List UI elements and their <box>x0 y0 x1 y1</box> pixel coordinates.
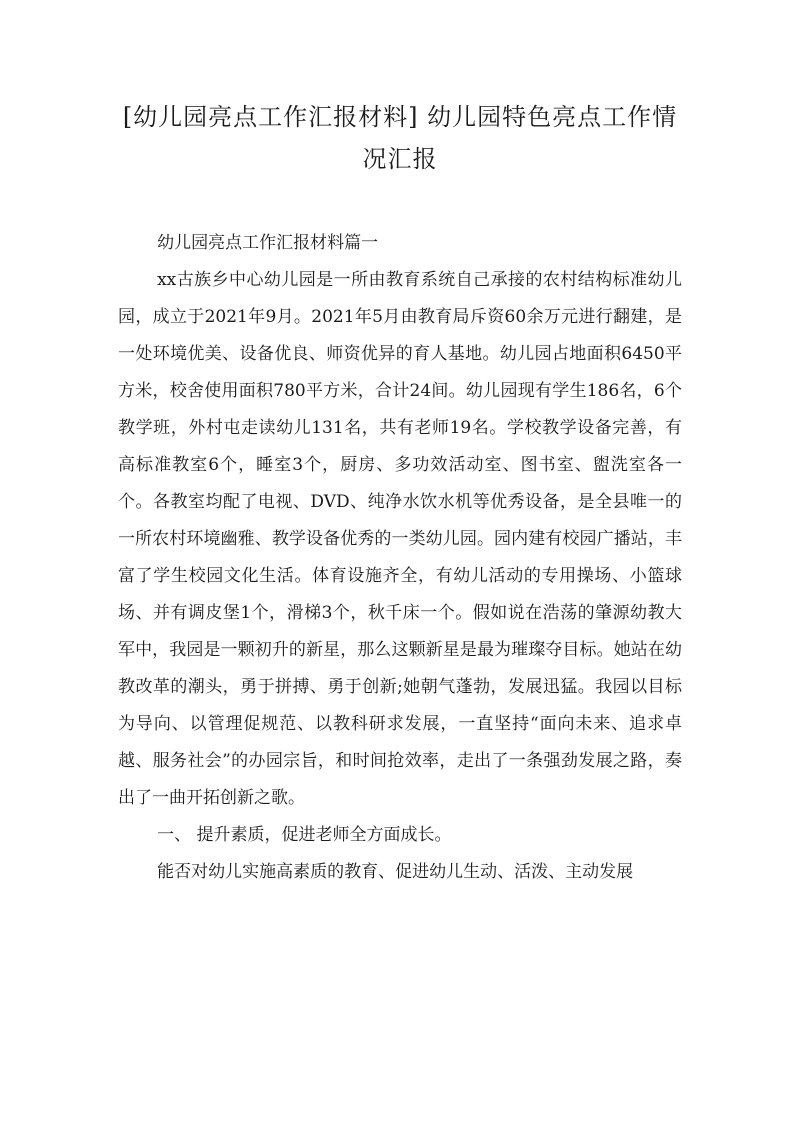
paragraph-second: 能否对幼儿实施高素质的教育、促进幼儿生动、活泼、主动发展 <box>157 862 634 882</box>
title-line-2: 况汇报 <box>362 145 438 173</box>
title-line-1: [幼儿园亮点工作汇报材料] 幼儿园特色亮点工作情 <box>122 103 678 131</box>
paragraph-intro: xx古族乡中心幼儿园是一所由教育系统自己承接的农村结构标准幼儿园，成立于2021年9月。2021年5月由教育局斥资60余万元进行翻建，是一处环境优美、设备优良、师资优异的育人基地。幼儿园占地面积6450平方米，校舍使用面积780平方米，合计24间。幼儿园现有学生186名，6个教学班，外村屯走读幼儿131名，共有老师19名。学校教学设备完善，有高标准教室6个，睡室3个，厨房、多功效活动室、图书室、盥洗室各一个。各教室均配了电视、DVD、纯净水饮水机等优秀设备，是全县唯一的一所农村环境幽雅、教学设备优秀的一类幼儿园。园内建有校园广播站，丰富了学生校园文化生活。体育设施齐全，有幼儿活动的专用操场、小篮球场、并有调皮堡1个，滑梯3个，秋千床一个。假如说在浩荡的肇源幼教大军中，我园是一颗初升的新星，那么这颗新星是最为璀璨夺目标。她站在幼教改革的潮头，勇于拼搏、勇于创新;她朝气蓬勃，发展迅猛。我园以目标为导向、以管理促规范、以教科研求发展，一直坚持“面向未来、追求卓越、服务社会”的办园宗旨，和时间抢效率，走出了一条强劲发展之路，奏出了一曲开拓创新之歌。 <box>118 270 682 808</box>
document-body <box>118 225 682 891</box>
section-subtitle: 幼儿园亮点工作汇报材料篇一 <box>157 233 379 253</box>
section-heading: 一、 提升素质，促进老师全方面成长。 <box>157 825 452 845</box>
document-title <box>118 96 682 180</box>
